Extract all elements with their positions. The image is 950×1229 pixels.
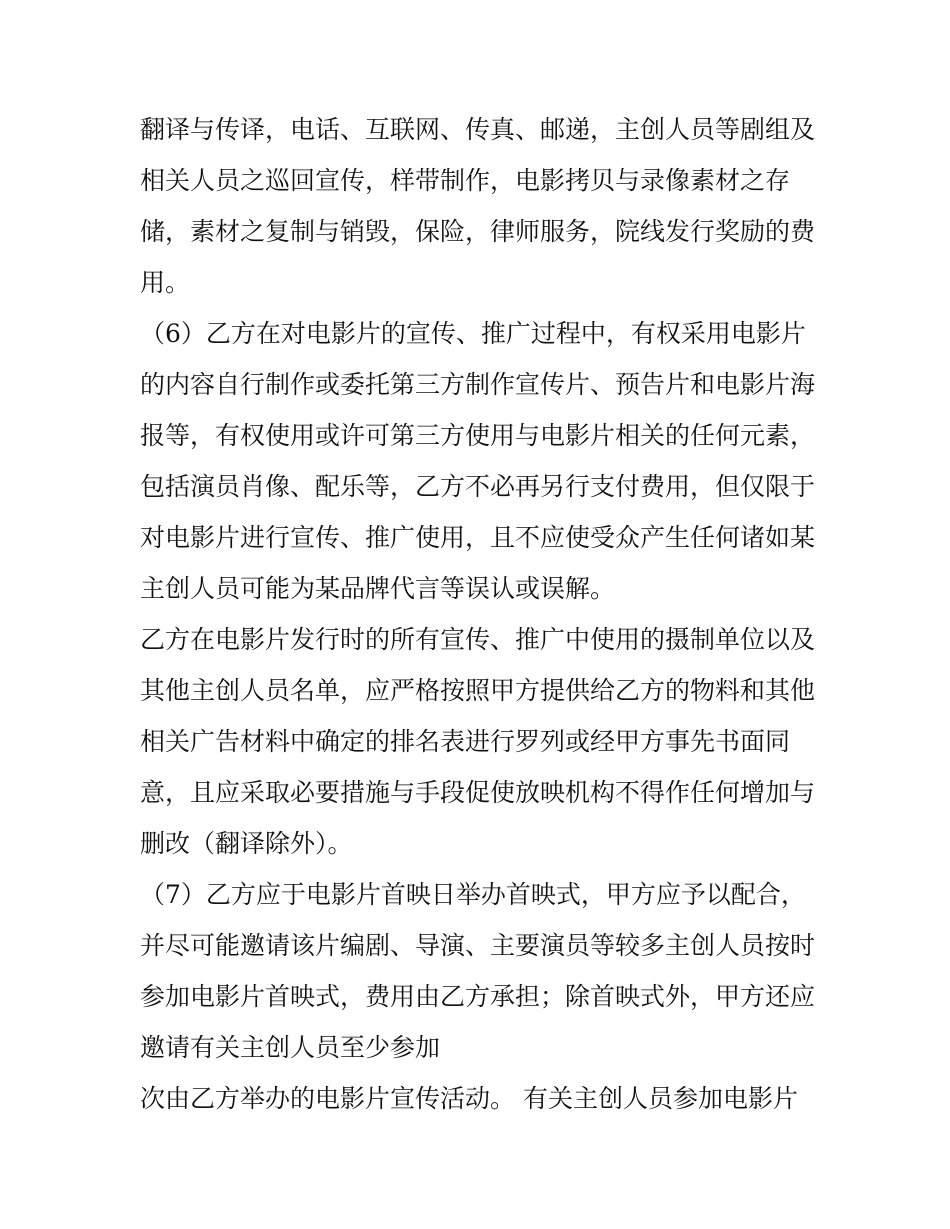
text-line: 的内容自行制作或委托第三方制作宣传片、预告片和电影片海: [140, 370, 816, 399]
text-line: 其他主创人员名单，应严格按照甲方提供给乙方的物料和其他: [140, 676, 816, 705]
text-line: （6）乙方在对电影片的宣传、推广过程中，有权采用电影片: [140, 319, 806, 348]
text-line: 意，且应采取必要措施与手段促使放映机构不得作任何增加与: [140, 778, 816, 807]
text-line: 报等，有权使用或许可第三方使用与电影片相关的任何元素，: [140, 421, 816, 450]
text-line: 乙方在电影片发行时的所有宣传、推广中使用的摄制单位以及: [140, 625, 816, 654]
text-line: 相关广告材料中确定的排名表进行罗列或经甲方事先书面同: [140, 727, 791, 756]
text-line: 包括演员肖像、配乐等，乙方不必再另行支付费用，但仅限于: [140, 472, 816, 501]
text-line: 参加电影片首映式，费用由乙方承担；除首映式外，甲方还应: [140, 982, 816, 1011]
text-line: 次由乙方举办的电影片宣传活动。 有关主创人员参加电影片: [140, 1084, 798, 1113]
text-line: （7）乙方应于电影片首映日举办首映式，甲方应予以配合，: [140, 880, 806, 909]
text-line: 储，素材之复制与销毁，保险，律师服务，院线发行奖励的费: [140, 217, 816, 246]
text-line: 相关人员之巡回宣传，样带制作，电影拷贝与录像素材之存: [140, 166, 791, 195]
text-line: 删改（翻译除外）。: [140, 829, 353, 858]
text-line: 邀请有关主创人员至少参加: [140, 1033, 441, 1062]
text-line: 对电影片进行宣传、推广使用，且不应使受众产生任何诸如某: [140, 523, 816, 552]
text-line: 主创人员可能为某品牌代言等误认或误解。: [140, 574, 616, 603]
text-line: 翻译与传译，电话、互联网、传真、邮递，主创人员等剧组及: [140, 115, 816, 144]
text-line: 用。: [140, 268, 191, 297]
text-line: 并尽可能邀请该片编剧、导演、主要演员等较多主创人员按时: [140, 931, 816, 960]
